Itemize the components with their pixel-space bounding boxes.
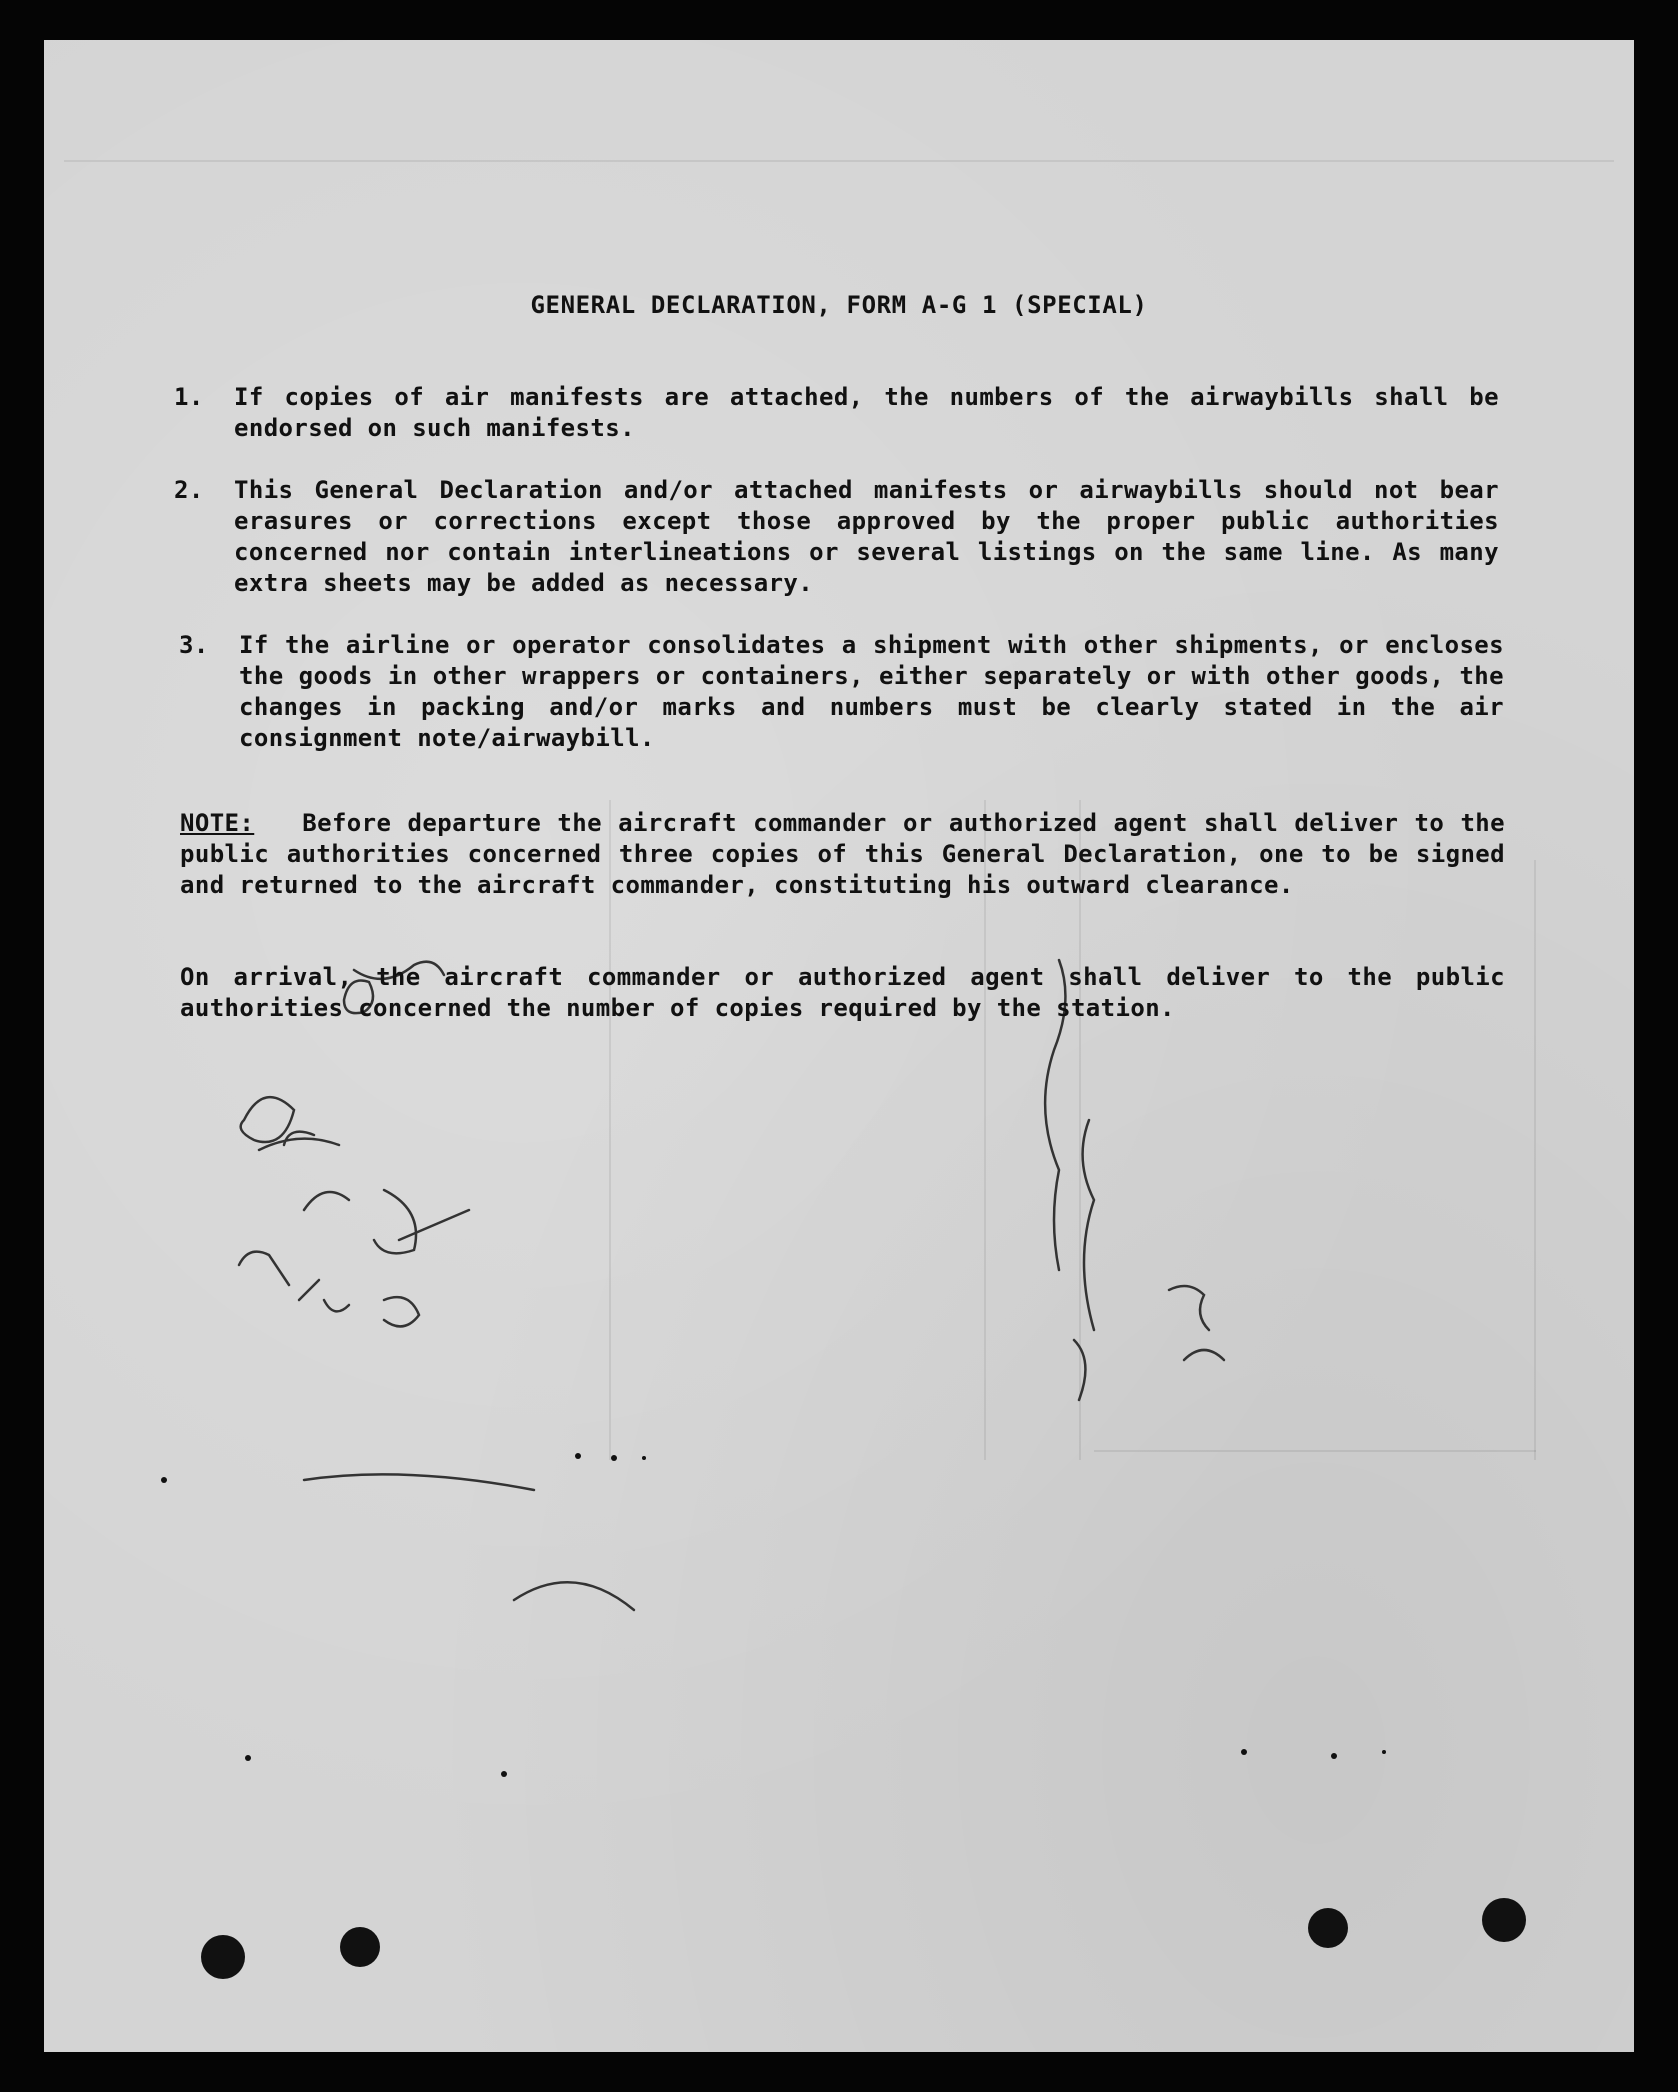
note-paragraph (180, 808, 1505, 901)
page-title: GENERAL DECLARATION, FORM A-G 1 (SPECIAL) (530, 291, 1148, 319)
note-label: NOTE: (180, 809, 255, 837)
item-text: If the airline or operator consolidates a shipment with other shipments, or encloses the goods in other wrappers or containers, either separately or with other goods, the changes in packing and/or marks and numbers must be clearly stated in the air consignment note/airwaybill. (239, 631, 1504, 752)
item-text: This General Declaration and/or attached manifests or airwaybills should not bear erasures or corrections except those approved by the proper public authorities concerned nor contain interlineations or several listings on the same line. As many extra sheets may be added as necessary. (234, 476, 1499, 597)
item-number: 1. (174, 383, 204, 411)
arrival-paragraph: On arrival, the aircraft commander or authorized agent shall deliver to the public authorities concerned the number of copies required by the station. (180, 963, 1505, 1022)
document-page (44, 40, 1634, 2052)
item-text: If copies of air manifests are attached, the numbers of the airwaybills shall be endorsed on such manifests. (234, 383, 1499, 442)
item-number: 2. (174, 476, 204, 504)
item-number: 3. (179, 631, 209, 659)
form-instructions (44, 40, 1634, 2052)
note-text: Before departure the aircraft commander or authorized agent shall deliver to the public authorities concerned three copies of this General Declaration, one to be signed and returned to the aircraft commander, constituting his outward clearance. (180, 809, 1505, 899)
